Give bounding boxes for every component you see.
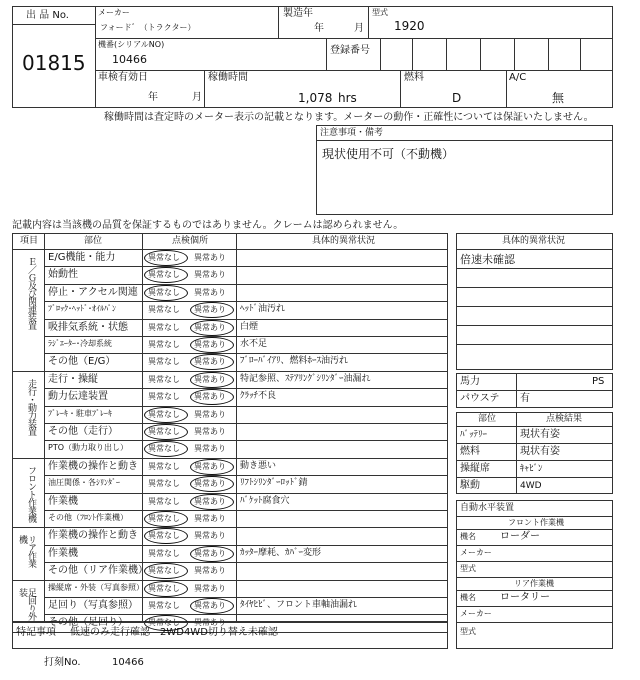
abnormal-circle <box>190 337 234 353</box>
group-label: 走行・動力装置 <box>26 379 36 435</box>
abnormal-option: 異常あり <box>194 392 226 401</box>
normal-option: 異常なし <box>148 584 180 593</box>
abnormal-circle <box>190 546 234 562</box>
normal-circle <box>144 441 188 457</box>
row-divider <box>44 510 448 511</box>
hours-label: 稼働時間 <box>208 72 248 83</box>
hours-unit: hrs <box>338 91 357 105</box>
row-divider <box>44 266 448 267</box>
normal-option: 異常なし <box>148 392 180 401</box>
normal-option: 異常なし <box>148 305 180 314</box>
battery-value: 現状有姿 <box>520 429 560 440</box>
row-part: 作業機の操作と動き <box>48 530 138 541</box>
abnormal-option: 異常あり <box>194 340 226 349</box>
row-divider <box>44 406 448 407</box>
normal-circle <box>144 528 188 544</box>
serial-value: 10466 <box>112 53 147 66</box>
rear-name: ロータリー <box>500 592 550 603</box>
group-label: リア作業機 <box>17 535 36 567</box>
row-divider <box>44 440 448 441</box>
abnormal-option: 異常あり <box>194 270 226 279</box>
row-part: 始動性 <box>48 269 78 280</box>
normal-option: 異常なし <box>148 618 180 627</box>
row-divider <box>12 580 448 581</box>
normal-option: 異常なし <box>148 357 180 366</box>
abnormal-option: 異常あり <box>194 584 226 593</box>
row-divider <box>44 597 448 598</box>
row-part: 動力伝達装置 <box>48 391 108 402</box>
normal-option: 異常なし <box>148 270 180 279</box>
fuel-row-label: 燃料 <box>460 446 480 457</box>
abnormal-option: 異常あり <box>194 531 226 540</box>
row-part: 作業機 <box>48 496 78 507</box>
notes-label: 注意事項・備考 <box>320 128 384 138</box>
row-detail: ﾌﾞﾛｰﾊﾞｲｱﾘ、燃料ﾎｰｽ油汚れ <box>240 356 349 366</box>
row-divider <box>44 614 448 615</box>
front-maker-label: メーカー <box>460 548 492 557</box>
row-part: 足回り（写真参照） <box>48 600 138 611</box>
row-divider <box>12 371 448 372</box>
reg-label: 登録番号 <box>330 45 370 56</box>
fuel-label: 燃料 <box>404 72 424 83</box>
row-part: ﾌﾞﾚｰｷ・駐車ﾌﾞﾚｰｷ <box>48 409 112 418</box>
row-part: 作業機の操作と動き <box>48 461 138 472</box>
row-part: 操縦席・外装（写真参照） <box>48 583 144 592</box>
normal-option: 異常なし <box>148 375 180 384</box>
special-label: 特記事項 <box>16 627 56 638</box>
normal-option: 異常なし <box>148 288 180 297</box>
normal-option: 異常なし <box>148 601 180 610</box>
abnormal-option: 異常あり <box>194 288 226 297</box>
model-label: 型式 <box>372 8 388 17</box>
ac-value: 無 <box>552 91 565 105</box>
ps-value: 有 <box>520 393 530 404</box>
result-part-header: 部位 <box>478 414 497 424</box>
abnormal-option: 異常あり <box>194 253 226 262</box>
header-item: 項目 <box>20 236 39 246</box>
normal-circle <box>144 511 188 527</box>
hp-unit: PS <box>592 376 605 387</box>
row-detail: 動き悪い <box>240 461 277 471</box>
row-part: その他（ﾌﾛﾝﾄ作業機） <box>48 513 128 522</box>
serial-label: 機番(シリアルNO) <box>98 40 165 49</box>
fuel-row-value: 現状有姿 <box>520 446 560 457</box>
abnormal-circle <box>190 389 234 405</box>
row-divider <box>44 475 448 476</box>
rear-name-label: 機名 <box>460 593 476 602</box>
row-divider <box>44 562 448 563</box>
row-part: 走行・操縦 <box>48 374 98 385</box>
row-divider <box>44 336 448 337</box>
normal-option: 異常なし <box>148 253 180 262</box>
inspection-label: 車検有効日 <box>98 72 148 83</box>
abnormal-circle <box>190 354 234 370</box>
row-detail: ﾘﾌﾄｼﾘﾝﾀﾞｰﾛｯﾄﾞ錆 <box>240 478 308 488</box>
group-label: Ｅ／Ｇ及び関連装置 <box>26 257 36 329</box>
normal-option: 異常なし <box>148 427 180 436</box>
row-detail: 水不足 <box>240 339 268 349</box>
front-name: ローダー <box>500 531 540 542</box>
normal-circle <box>144 267 188 283</box>
abnormal-circle <box>190 302 234 318</box>
abnormal-option: 異常あり <box>194 305 226 314</box>
normal-option: 異常なし <box>148 531 180 540</box>
battery-label: ﾊﾞｯﾃﾘｰ <box>460 430 488 440</box>
rear-maker-label: メーカー <box>460 609 492 618</box>
header-abnormal: 具体的異常状況 <box>312 236 376 246</box>
normal-option: 異常なし <box>148 566 180 575</box>
detail-header: 具体的異常状況 <box>502 236 566 246</box>
drive-label: 駆動 <box>460 480 480 491</box>
row-divider <box>44 353 448 354</box>
abnormal-circle <box>190 459 234 475</box>
row-divider <box>12 458 448 459</box>
row-divider <box>12 527 448 528</box>
rear-model-label: 型式 <box>460 627 476 636</box>
normal-option: 異常なし <box>148 549 180 558</box>
cab-value: ｷｬﾋﾞﾝ <box>520 464 543 474</box>
normal-circle <box>144 581 188 597</box>
abnormal-option: 異常あり <box>194 618 226 627</box>
maker-value: フォード゛（トラクター） <box>100 23 196 32</box>
normal-circle <box>144 424 188 440</box>
group-label: フロント作業機 <box>26 466 36 522</box>
abnormal-option: 異常あり <box>194 566 226 575</box>
notes-box <box>316 125 613 215</box>
quality-disclaimer: 記載内容は当該機の品質を保証するものではありません。クレームは認められません。 <box>12 220 404 231</box>
rear-header: リア作業機 <box>514 579 554 588</box>
special-text: 低速のみ走行確認 2WD4WD切り替え未確認 <box>70 627 278 638</box>
row-part: ﾗｼﾞｴｰﾀｰ･冷却系統 <box>48 339 112 348</box>
header-check: 点検個所 <box>172 236 209 246</box>
normal-option: 異常なし <box>148 497 180 506</box>
row-part: その他（足回り） <box>48 617 128 628</box>
front-header: フロント作業機 <box>508 518 564 527</box>
abnormal-option: 異常あり <box>194 497 226 506</box>
abnormal-option: 異常あり <box>194 375 226 384</box>
row-part: その他（E/G） <box>48 356 116 367</box>
year-label: 製造年 <box>283 8 313 19</box>
abnormal-option: 異常あり <box>194 444 226 453</box>
row-detail: ﾍｯﾄﾞ油汚れ <box>240 304 286 314</box>
model-value: 1920 <box>394 19 425 33</box>
drive-value: 4WD <box>520 481 542 491</box>
row-detail: ﾊﾞｹｯﾄ腐食穴 <box>240 496 290 506</box>
stamp-label: 打刻No. <box>44 657 81 668</box>
row-detail: 白煙 <box>240 322 259 332</box>
abnormal-option: 異常あり <box>194 410 226 419</box>
abnormal-circle <box>190 320 234 336</box>
hours-value: 1,078 <box>298 91 333 105</box>
fuel-value: D <box>452 91 462 105</box>
hp-label: 馬力 <box>460 376 480 387</box>
ps-label: パウステ <box>460 393 500 404</box>
lot-label: 出 品 No. <box>26 10 69 21</box>
year-unit: 年 <box>314 23 324 34</box>
abnormal-option: 異常あり <box>194 601 226 610</box>
row-part: 作業機 <box>48 548 78 559</box>
front-model-label: 型式 <box>460 564 476 573</box>
detail-text: 倍速未確認 <box>460 253 515 266</box>
normal-option: 異常なし <box>148 479 180 488</box>
row-detail: ﾀｲﾔﾋﾋﾞ、フロント車軸油漏れ <box>240 600 358 610</box>
row-detail: 特記参照、ｽﾃｱﾘﾝｸﾞｼﾘﾝﾀﾞｰ油漏れ <box>240 374 371 384</box>
abnormal-option: 異常あり <box>194 323 226 332</box>
normal-circle <box>144 250 188 266</box>
row-part: ﾌﾞﾛｯｸ･ﾍｯﾄﾞ･ｵｲﾙﾊﾟﾝ <box>48 304 116 313</box>
row-part: 油圧関係・各ｼﾘﾝﾀﾞｰ <box>48 478 120 487</box>
row-divider <box>44 388 448 389</box>
abnormal-option: 異常あり <box>194 357 226 366</box>
normal-circle <box>144 563 188 579</box>
stamp-value: 10466 <box>112 657 144 668</box>
group-label: 足回り外装 <box>17 588 36 620</box>
lot-number: 01815 <box>22 51 86 75</box>
hours-disclaimer: 稼働時間は査定時のメーター表示の記載となります。メーターの動作・正確性については保証いたしません。 <box>104 112 594 123</box>
header-part: 部位 <box>84 236 103 246</box>
row-divider <box>44 301 448 302</box>
row-divider <box>44 284 448 285</box>
normal-option: 異常なし <box>148 410 180 419</box>
normal-option: 異常なし <box>148 514 180 523</box>
normal-option: 異常なし <box>148 444 180 453</box>
abnormal-option: 異常あり <box>194 549 226 558</box>
row-part: 停止・アクセル関連 <box>48 287 138 298</box>
abnormal-circle <box>190 372 234 388</box>
normal-circle <box>144 285 188 301</box>
abnormal-option: 異常あり <box>194 479 226 488</box>
front-name-label: 機名 <box>460 532 476 541</box>
normal-option: 異常なし <box>148 462 180 471</box>
row-divider <box>44 423 448 424</box>
row-divider <box>44 493 448 494</box>
row-part: E/G機能・能力 <box>48 252 116 263</box>
inspection-year-unit: 年 <box>148 92 158 103</box>
normal-option: 異常なし <box>148 340 180 349</box>
abnormal-option: 異常あり <box>194 514 226 523</box>
abnormal-option: 異常あり <box>194 427 226 436</box>
abnormal-circle <box>190 598 234 614</box>
normal-option: 異常なし <box>148 323 180 332</box>
row-detail: ｸﾗｯﾁ不良 <box>240 391 277 401</box>
result-header: 点検結果 <box>546 414 583 424</box>
row-divider <box>44 319 448 320</box>
inspection-month-unit: 月 <box>192 92 202 103</box>
ac-label: A/C <box>509 72 527 83</box>
cab-label: 操縦席 <box>460 463 490 474</box>
abnormal-circle <box>190 494 234 510</box>
row-part: その他（リア作業機） <box>48 565 148 576</box>
month-unit: 月 <box>354 23 364 34</box>
normal-circle <box>144 407 188 423</box>
notes-text: 現状使用不可（不動機） <box>322 147 455 161</box>
row-part: 吸排気系統・状態 <box>48 322 128 333</box>
abnormal-circle <box>190 476 234 492</box>
row-part: その他（走行） <box>48 426 118 437</box>
auto-level-label: 自動水平装置 <box>460 503 515 513</box>
maker-label: メーカー <box>98 8 130 17</box>
row-detail: ｶｯﾀｰ摩耗、ｶﾊﾞｰ変形 <box>240 548 322 558</box>
row-part: PTO（動力取り出し） <box>48 443 129 452</box>
row-divider <box>44 545 448 546</box>
abnormal-option: 異常あり <box>194 462 226 471</box>
